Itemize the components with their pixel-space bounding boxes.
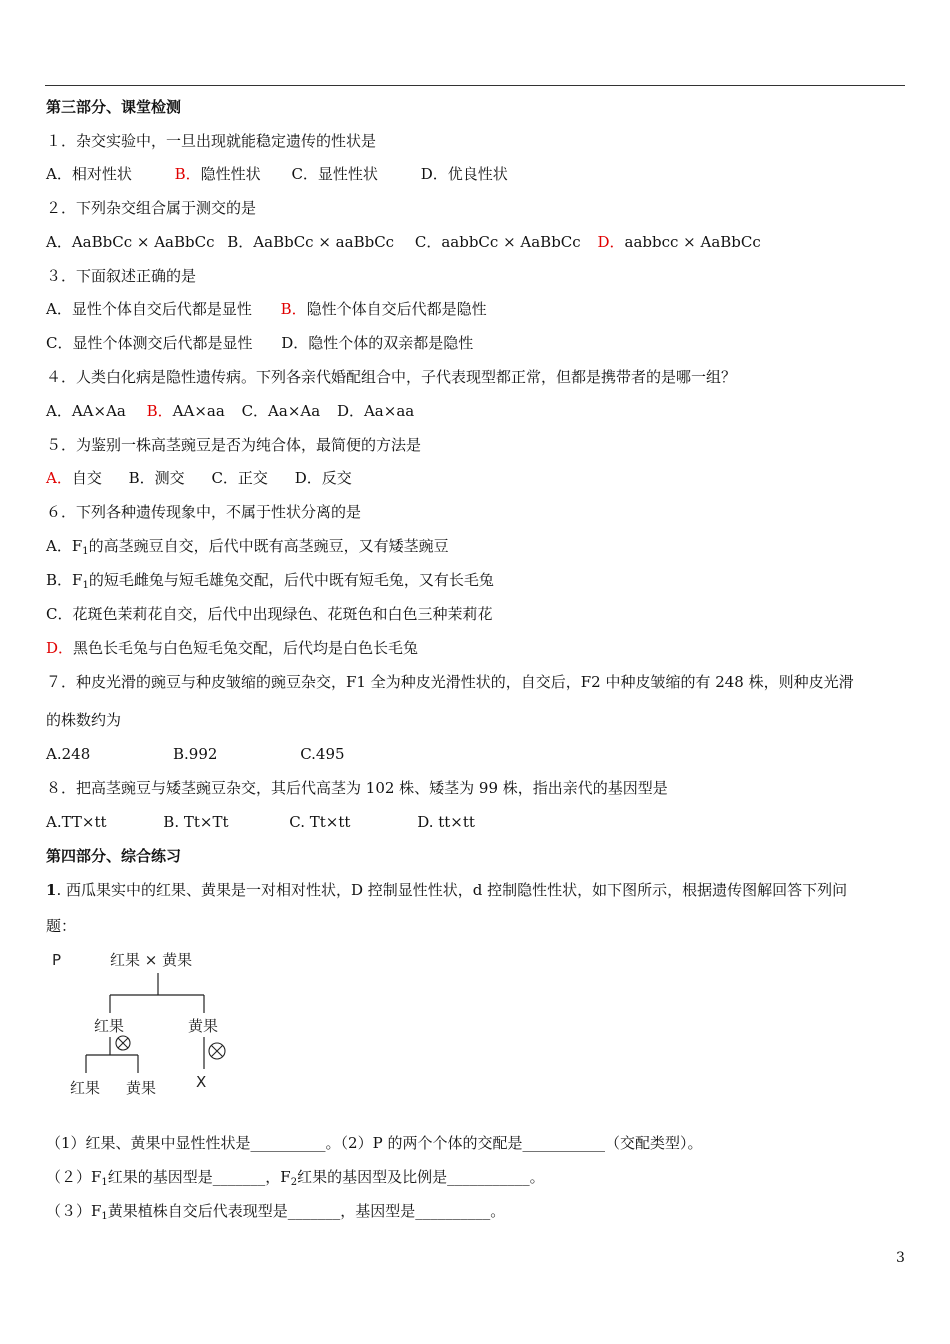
q5-options [46,467,352,489]
s4-q1-stem-line1 [46,879,847,901]
q6-option-d [46,637,418,659]
q7-stem-line1: ７．种皮光滑的豌豆与种皮皱缩的豌豆杂交，F1 全为种皮光滑性状的，自交后，F2 中种皮皱缩的有 248 株，则种皮光滑 [46,673,854,691]
q7-option-b: B.992 [173,745,218,763]
q8-options [46,811,475,833]
sub2-subscript-1: 1 [101,1177,108,1188]
q1-option-b-text: 隐性性状 [200,165,261,183]
q2-option-b: B．AaBbCc × aaBbCc [227,233,395,251]
q4-option-d: D．Aa×aa [336,402,415,420]
q5-stem: ５．为鉴别一株高茎豌豆是否为纯合体，最简便的方法是 [46,436,422,454]
q4-option-c: C．Aa×Aa [241,402,321,420]
q6-d-label: D． [46,639,74,657]
q4-options [46,400,414,422]
q3-option-b: B．隐性个体自交后代都是隐性 [280,300,487,318]
q3-stem: ３．下面叙述正确的是 [46,267,197,285]
diagram-f1-left: 红果 [94,1017,125,1035]
section3-title: 第三部分、课堂检测 [46,98,182,116]
q1-option-d: D．优良性状 [420,165,508,183]
q8-stem: ８．把高茎豌豆与矮茎豌豆杂交，其后代高茎为 102 株、矮茎为 99 株，指出亲代的基因型是 [46,779,668,797]
q7-option-a: A.248 [46,745,91,763]
sub2-suffix: 红果的基因型及比例是___________。 [297,1168,545,1186]
q3-option-b-text: 隐性个体自交后代都是隐性 [306,300,487,318]
q1-option-c: C．显性性状 [291,165,378,183]
q7-stem-line2: 的株数约为 [46,711,122,729]
q5-option-d: D．反交 [294,469,352,487]
diagram-p-label: P [52,951,62,969]
q8-option-c: C. Tt×tt [289,813,351,831]
s4-q1-stem-line2: 题： [46,917,77,935]
q6-option-a [46,535,449,563]
diagram-f2-right: 黄果 [126,1079,157,1095]
diagram-parents: 红果 × 黄果 [110,951,193,969]
q6-b-text: 的短毛雌兔与短毛雄兔交配，后代中既有短毛兔，又有长毛兔 [88,571,494,589]
genetic-cross-diagram [46,945,246,1095]
q2-option-c: C．aabbCc × AaBbCc [414,233,581,251]
sub2-subscript-2: 2 [290,1177,298,1188]
q7-option-c: C.495 [300,745,345,763]
q2-stem: ２．下列杂交组合属于测交的是 [46,199,257,217]
sub3-subscript: 1 [101,1211,108,1222]
q2-options [46,231,761,253]
s4-q1-number: 1 [46,881,57,899]
diagram-f2-left: 红果 [70,1079,101,1095]
q8-option-d: D. tt×tt [417,813,475,831]
q3-options-row1 [46,298,487,320]
selfing-symbol-left [116,1036,130,1050]
q6-d-text: 黑色长毛兔与白色短毛兔交配，后代均是白色长毛兔 [73,639,419,657]
q1-option-b: B．隐性性状 [174,165,261,183]
q1-option-a: A．相对性状 [46,165,132,183]
q3-option-c: C．显性个体测交后代都是显性 [46,334,253,352]
sub3-prefix: （３）F [46,1202,102,1220]
q6-stem: ６．下列各种遗传现象中，不属于性状分离的是 [46,503,362,521]
q4-option-b: B．AA×aa [146,402,225,420]
q6-a-text: 的高茎豌豆自交，后代中既有高茎豌豆，又有矮茎豌豆 [88,537,449,555]
s4-q1-sub2 [46,1166,545,1194]
q6-a-prefix: A．F [46,537,83,555]
q3-options-row2 [46,332,473,354]
diagram-f1-right: 黄果 [188,1017,219,1035]
q1-stem: １．杂交实验中，一旦出现就能稳定遗传的性状是 [46,132,377,150]
q5-option-a: A．自交 [46,469,102,487]
sub2-middle: 红果的基因型是_______，F [107,1168,291,1186]
q5-option-c: C．正交 [211,469,268,487]
q2-option-d: D．aabbcc × AaBbCc [597,233,761,251]
sub2-prefix: （２）F [46,1168,102,1186]
page-number: 3 [896,1250,905,1266]
q6-option-c: C．花斑色茉莉花自交，后代中出现绿色、花斑色和白色三种茉莉花 [46,605,493,623]
q4-option-b-text: AA×aa [172,402,225,420]
q1-options [46,163,508,185]
header-rule [45,85,905,86]
q5-option-b: B．测交 [128,469,185,487]
s4-q1-sub1: （1）红果、黄果中显性性状是__________。（2）P 的两个个体的交配是___________（交配类型）。 [46,1134,703,1152]
q8-option-a: A.TT×tt [46,813,107,831]
q3-option-a: A．显性个体自交后代都是显性 [46,300,252,318]
q2-option-d-text: aabbcc × AaBbCc [624,233,761,251]
s4-q1-stem-text: . 西瓜果实中的红果、黄果是一对相对性状，D 控制显性性状，d 控制隐性性状，如下图所示，根据遗传图解回答下列问 [56,881,848,899]
q6-b-prefix: B．F [46,571,83,589]
q6-a-subscript: 1 [82,546,89,557]
sub3-suffix: 黄果植株自交后代表现型是_______，基因型是__________。 [107,1202,506,1220]
q4-option-a: A．AA×Aa [46,402,126,420]
selfing-symbol-right [209,1043,225,1059]
q6-option-b [46,569,494,597]
q5-option-a-text: 自交 [71,469,102,487]
q8-option-b: B. Tt×Tt [163,813,229,831]
q7-options [46,743,345,765]
q6-b-subscript: 1 [82,580,89,591]
section4-title: 第四部分、综合练习 [46,847,182,865]
q4-stem: ４．人类白化病是隐性遗传病。下列各亲代婚配组合中，子代表现型都正常，但都是携带者的是哪一组？ [46,368,737,386]
diagram-x-label: X [196,1073,207,1091]
s4-q1-sub3 [46,1200,505,1228]
q3-option-d: D．隐性个体的双亲都是隐性 [281,334,474,352]
q2-option-a: A．AaBbCc × AaBbCc [46,233,215,251]
